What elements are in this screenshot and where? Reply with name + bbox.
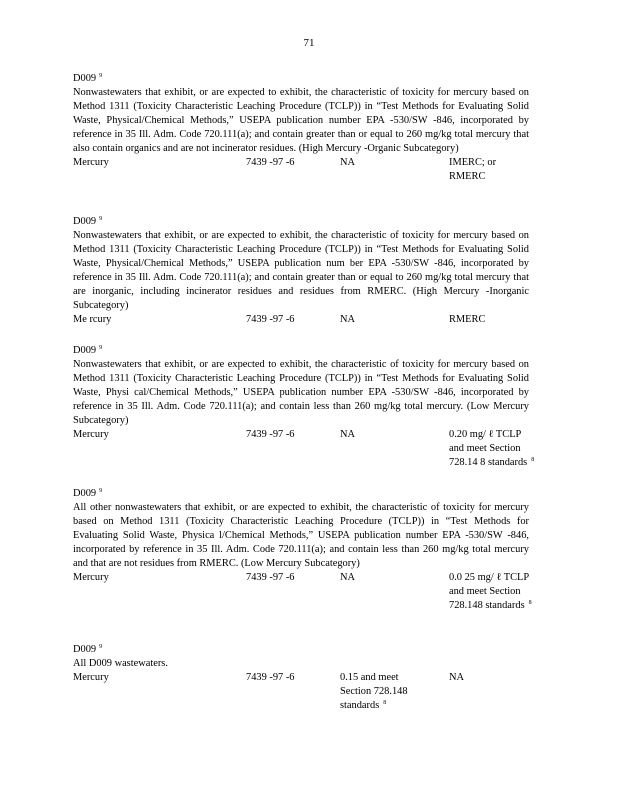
waste-entry <box>73 215 529 327</box>
waste-code <box>73 72 529 86</box>
nonwastewater-text: 0.20 mg/ ℓ TCLP and meet Section 728.14 8 standards <box>449 429 528 468</box>
constituent-row <box>73 428 535 470</box>
standards-footnote: 8 <box>531 456 535 463</box>
nonwastewater-standard: RMERC <box>449 314 486 325</box>
nonwastewater-standard <box>449 571 537 613</box>
cas-number: 7439 -97 -6 <box>246 429 295 440</box>
constituent-name: Me rcury <box>73 314 112 325</box>
cas-number: 7439 -97 -6 <box>246 157 295 168</box>
cas-number: 7439 -97 -6 <box>246 572 295 583</box>
waste-description: All other nonwastewaters that exhibit, or are expected to exhibit, the characteristic of toxicity for mercury based on Method 1311 (Toxicity Characteristic Leaching Procedure (TCLP)) in “Test Methods for Evaluating Solid Waste, Physica l/Chemical Methods,” USEPA publication number EPA -530/SW -846, incorporated by reference in 35 Ill. Adm. Code 720.111(a); and contain less than 260 mg/kg total mercury and that are not residues from RMERC. (Low Mercury Subcategory) <box>73 502 529 569</box>
cas-number: 7439 -97 -6 <box>246 672 295 683</box>
wastewater-standard: NA <box>340 157 356 168</box>
waste-code <box>73 643 529 657</box>
waste-code <box>73 487 529 501</box>
waste-description: Nonwastewaters that exhibit, or are expected to exhibit, the characteristic of toxicity for mercury based on Method 1311 (Toxicity Characteristic Leaching Procedure (TCLP)) in “Test Methods for Evaluating Solid Waste, Physical/Chemical Methods,” USEPA publication num ber EPA -530/SW -846, incorporated by reference in 35 Ill. Adm. Code 720.111(a); and contain greater than or equal to 260 mg/kg total mercury that are inorganic, including incinerator residues and residues from RMERC. (High Mercury -Inorganic Subcategory) <box>73 230 529 311</box>
standards-footnote: 8 <box>383 699 387 706</box>
waste-description: Nonwastewaters that exhibit, or are expected to exhibit, the characteristic of toxicity for mercury based on Method 1311 (Toxicity Characteristic Leaching Procedure (TCLP)) in “Test Methods for Evaluating Solid Waste, Physi cal/Chemical Methods,” USEPA publication number EPA -530/SW -846, incorporated by reference in 35 Ill. Adm. Code 720.111(a); and contain less than 260 mg/kg total mercury. (Low Mercury Subcategory) <box>73 359 529 426</box>
waste-code-text: D009 <box>73 644 97 655</box>
code-footnote: 9 <box>99 72 103 79</box>
waste-code <box>73 344 529 358</box>
waste-code-text: D009 <box>73 488 97 499</box>
waste-entry <box>73 344 535 470</box>
cas-number: 7439 -97 -6 <box>246 314 295 325</box>
waste-code-text: D009 <box>73 345 97 356</box>
constituent-row <box>73 571 532 613</box>
wastewater-standard <box>340 671 422 713</box>
wastewater-standard: NA <box>340 314 356 325</box>
code-footnote: 9 <box>99 344 103 351</box>
waste-code-text: D009 <box>73 216 97 227</box>
nonwastewater-standard: NA <box>449 672 465 683</box>
constituent-name: Mercury <box>73 572 109 583</box>
constituent-name: Mercury <box>73 157 109 168</box>
waste-entry <box>73 487 532 613</box>
waste-description: Nonwastewaters that exhibit, or are expected to exhibit, the characteristic of toxicity for mercury based on Method 1311 (Toxicity Characteristic Leaching Procedure (TCLP)) in “Test Methods for Evaluating Solid Waste, Physical/Chemical Methods,” USEPA publication number EPA -530/SW -846, incorporated by reference in 35 Ill. Adm. Code 720.111(a); and contain greater than or equal to 260 mg/kg total mercury that also contain organics and are not incinerator residues. (High Mercury -Organic Subcategory) <box>73 87 529 154</box>
standards-footnote: 8 <box>528 599 532 606</box>
wastewater-standard: NA <box>340 572 356 583</box>
code-footnote: 9 <box>99 487 103 494</box>
wastewater-standard: NA <box>340 429 356 440</box>
nonwastewater-standard <box>449 428 537 470</box>
nonwastewater-text: 0.0 25 mg/ ℓ TCLP and meet Section 728.148 standards <box>449 572 529 611</box>
constituent-row <box>73 313 529 327</box>
waste-code-text: D009 <box>73 73 97 84</box>
waste-code <box>73 215 529 229</box>
constituent-row <box>73 156 529 184</box>
waste-entry <box>73 643 529 713</box>
wastewater-text: 0.15 and meet Section 728.148 standards <box>340 672 408 711</box>
waste-description: All D009 wastewaters. <box>73 658 168 669</box>
constituent-name: Mercury <box>73 672 109 683</box>
page-number: 71 <box>303 37 315 49</box>
code-footnote: 9 <box>99 215 103 222</box>
nonwastewater-standard: IMERC; or RMERC <box>449 157 497 182</box>
waste-entry <box>73 72 529 184</box>
constituent-name: Mercury <box>73 429 109 440</box>
code-footnote: 9 <box>99 643 103 650</box>
constituent-row <box>73 671 529 713</box>
